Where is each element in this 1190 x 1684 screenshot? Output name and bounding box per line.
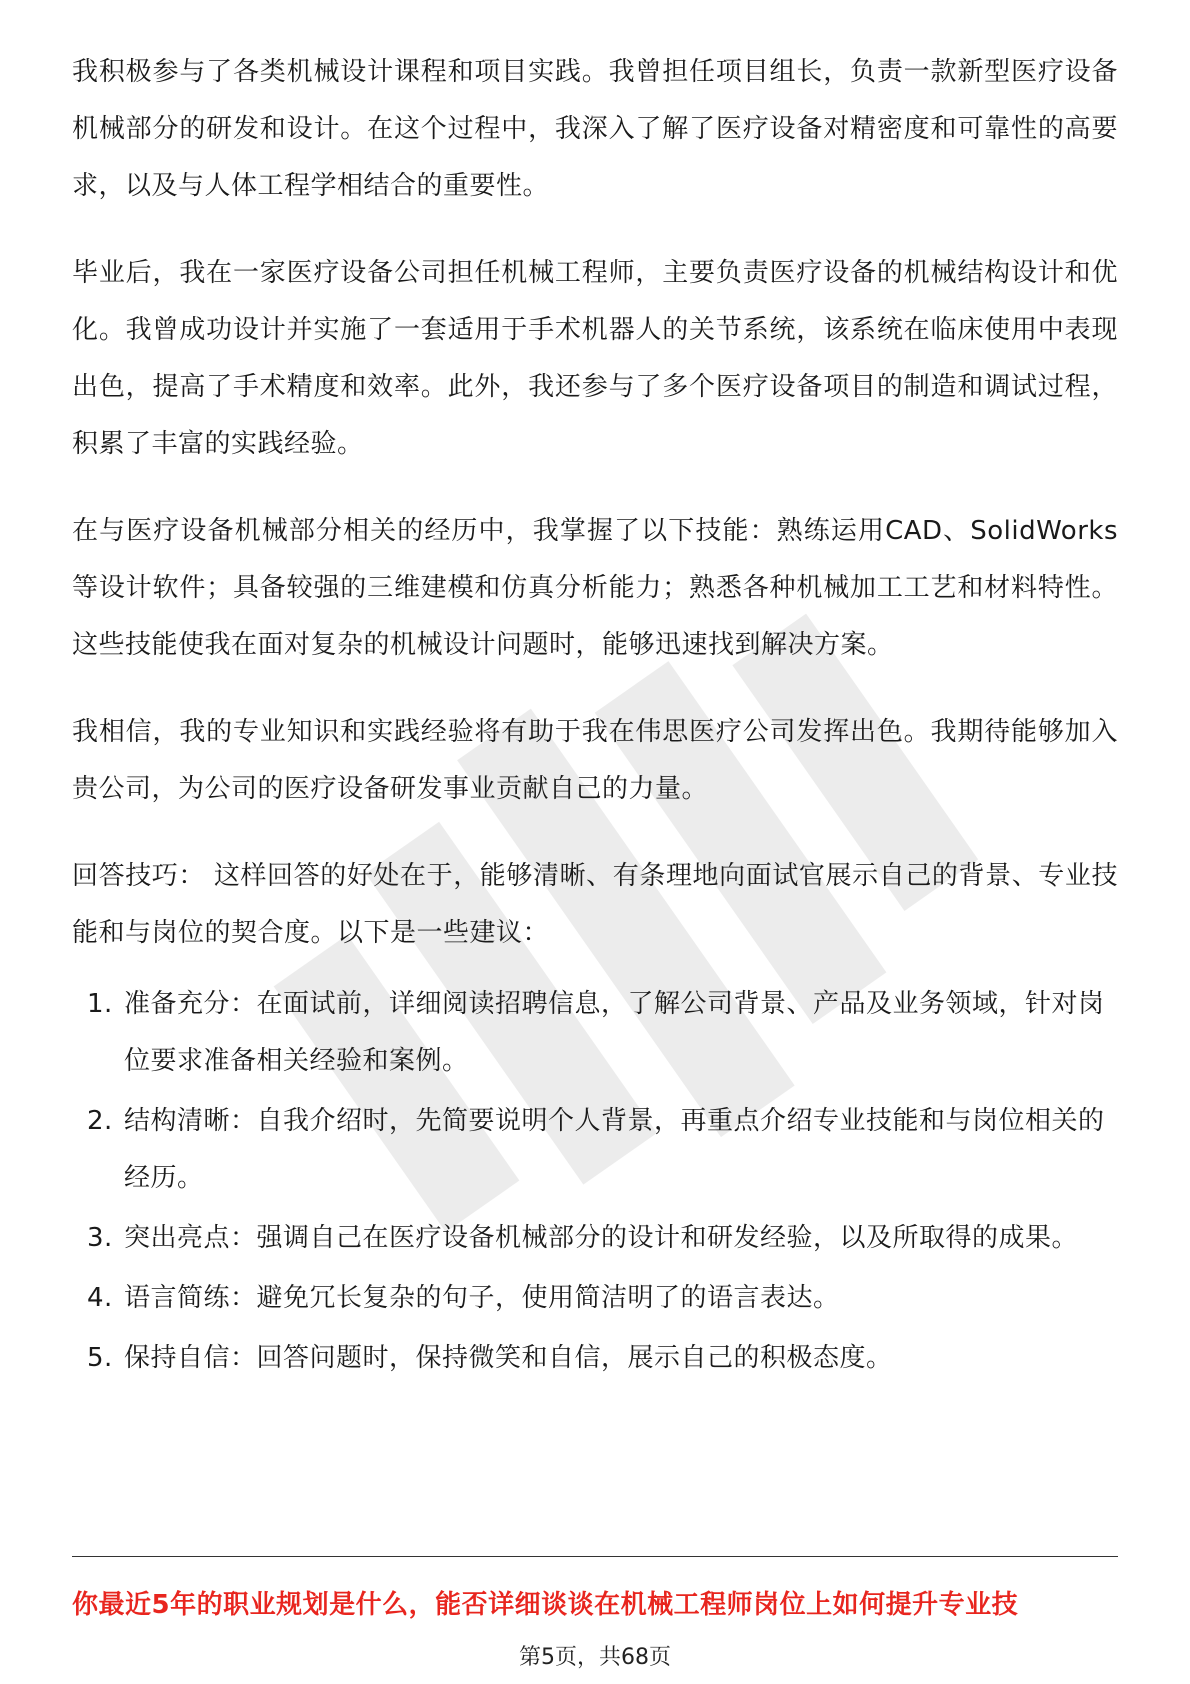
list-item-number: 4.: [87, 1283, 113, 1313]
list-item-text: 准备充分：在面试前，详细阅读招聘信息，了解公司背景、产品及业务领域，针对岗位要求准备相关经验和案例。: [124, 989, 1105, 1076]
footer-divider: [72, 1556, 1118, 1557]
list-item-number: 1.: [87, 989, 113, 1019]
paragraph-conclusion: 我相信，我的专业知识和实践经验将有助于我在伟思医疗公司发挥出色。我期待能够加入贵公司，为公司的医疗设备研发事业贡献自己的力量。: [72, 717, 1118, 804]
list-item-text: 语言简练：避免冗长复杂的句子，使用简洁明了的语言表达。: [124, 1283, 840, 1313]
list-item-number: 3.: [87, 1223, 113, 1253]
list-item-text: 结构清晰：自我介绍时，先简要说明个人背景，再重点介绍专业技能和与岗位相关的经历。: [124, 1106, 1105, 1193]
list-item: [72, 976, 1118, 1090]
next-question-link[interactable]: 你最近5年的职业规划是什么，能否详细谈谈在机械工程师岗位上如何提升专业技: [72, 1590, 1019, 1620]
list-item: [72, 1093, 1118, 1207]
list-item: [72, 1270, 1118, 1327]
paragraph-project-experience: 我积极参与了各类机械设计课程和项目实践。我曾担任项目组长，负责一款新型医疗设备机械部分的研发和设计。在这个过程中，我深入了解了医疗设备对精密度和可靠性的高要求，以及与人体工程学相结合的重要性。: [72, 57, 1118, 201]
paragraph-work-experience: 毕业后，我在一家医疗设备公司担任机械工程师，主要负责医疗设备的机械结构设计和优化。我曾成功设计并实施了一套适用于手术机器人的关节系统，该系统在临床使用中表现出色，提高了手术精度和效率。此外，我还参与了多个医疗设备项目的制造和调试过程，积累了丰富的实践经验。: [72, 258, 1118, 459]
page-number: 第5页，共68页: [519, 1645, 671, 1670]
list-item-text: 突出亮点：强调自己在医疗设备机械部分的设计和研发经验，以及所取得的成果。: [124, 1223, 1079, 1253]
list-item-text: 保持自信：回答问题时，保持微笑和自信，展示自己的积极态度。: [124, 1343, 893, 1373]
main-content: [72, 44, 1118, 1390]
paragraph-skills: 在与医疗设备机械部分相关的经历中，我掌握了以下技能：熟练运用CAD、SolidWorks等设计软件；具备较强的三维建模和仿真分析能力；熟悉各种机械加工工艺和材料特性。这些技能使我在面对复杂的机械设计问题时，能够迅速找到解决方案。: [72, 516, 1118, 660]
list-item: [72, 1330, 1118, 1387]
list-item-number: 2.: [87, 1106, 113, 1136]
list-item-number: 5.: [87, 1343, 113, 1373]
tips-list: [72, 976, 1118, 1387]
paragraph-answer-tips-intro: 回答技巧： 这样回答的好处在于，能够清晰、有条理地向面试官展示自己的背景、专业技能和与岗位的契合度。以下是一些建议：: [72, 861, 1118, 948]
list-item: [72, 1210, 1118, 1267]
